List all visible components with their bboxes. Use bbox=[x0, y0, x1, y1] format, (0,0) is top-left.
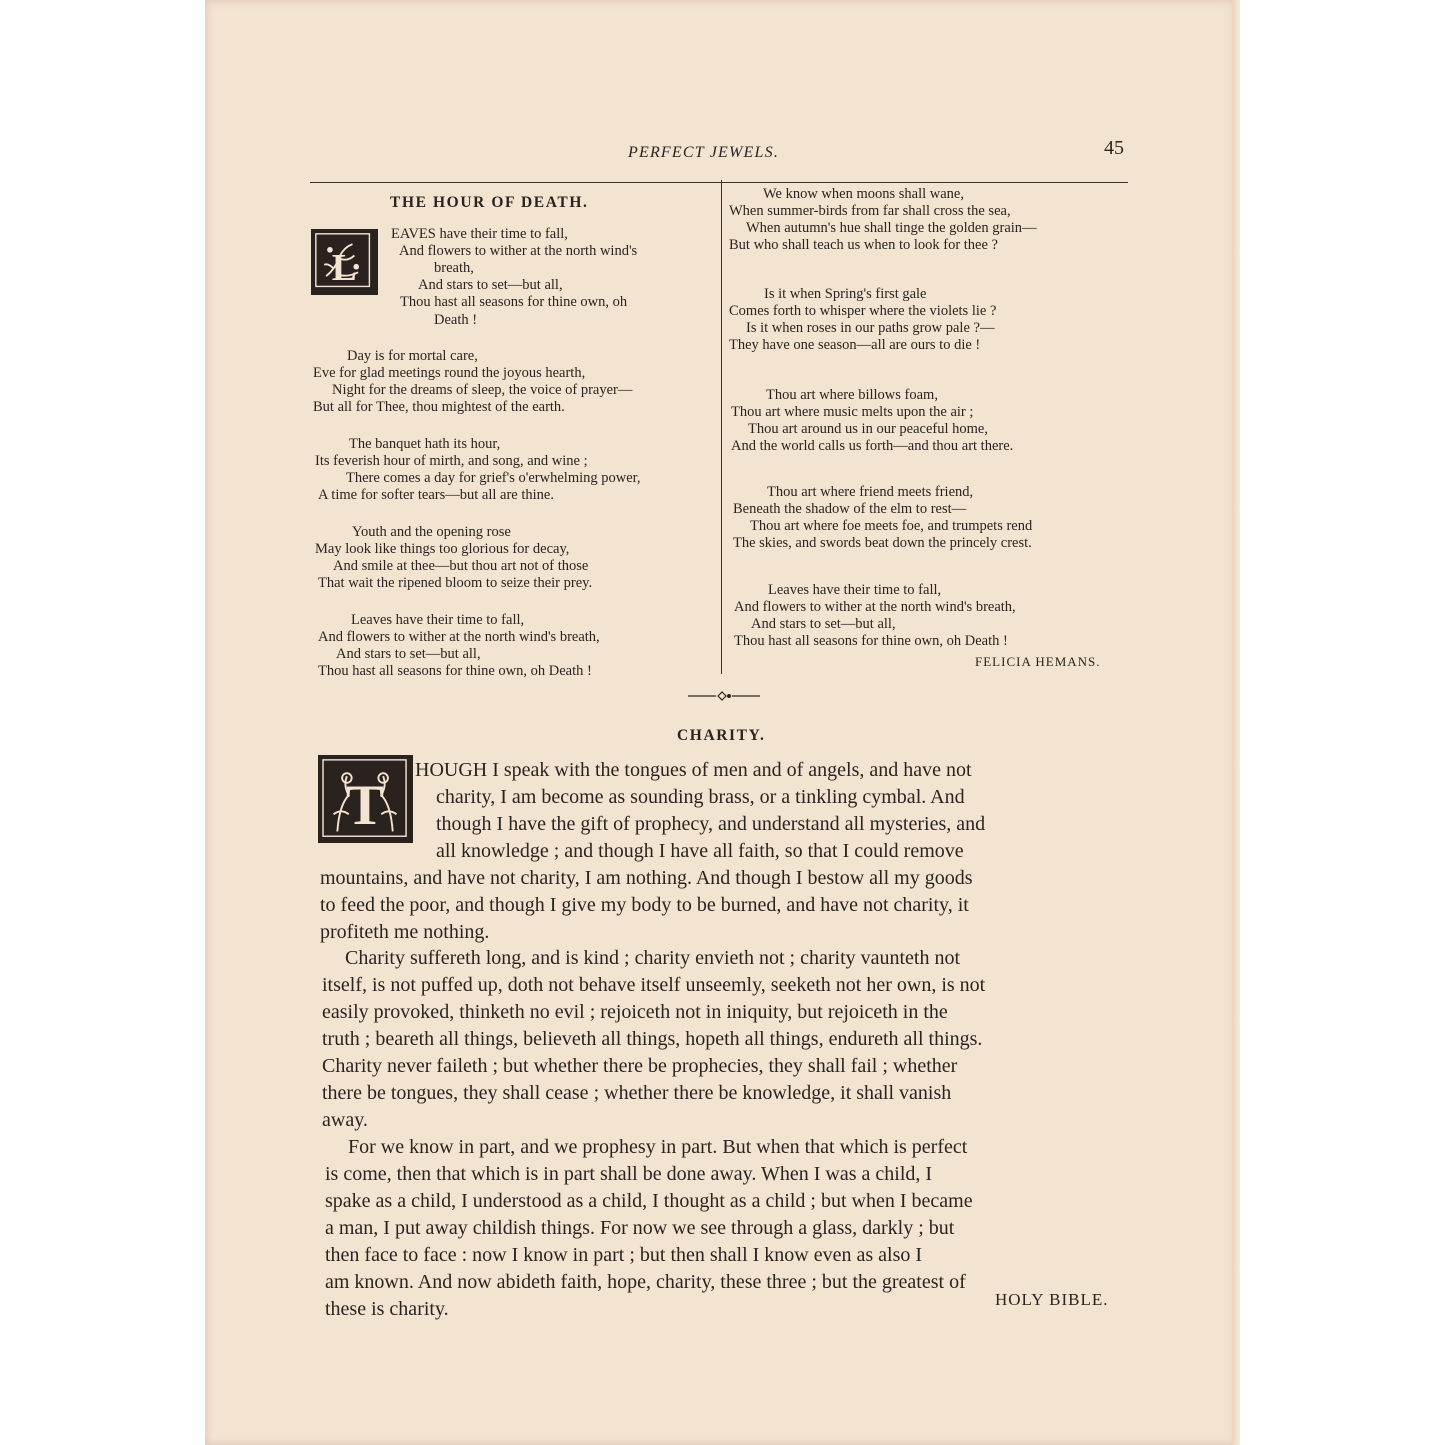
poem-title: THE HOUR OF DEATH. bbox=[390, 194, 589, 211]
charity-line: spake as a child, I understood as a child, I thought as a child ; but when I became bbox=[325, 1190, 973, 1212]
charity-line: am known. And now abideth faith, hope, charity, these three ; but the greatest of bbox=[325, 1271, 966, 1293]
floral-initial-icon bbox=[320, 757, 411, 841]
poem-line: Thou art around us in our peaceful home, bbox=[748, 421, 988, 437]
poem-line: The skies, and swords beat down the princely crest. bbox=[733, 535, 1032, 551]
charity-line: these is charity. bbox=[325, 1298, 449, 1320]
charity-line: profiteth me nothing. bbox=[320, 921, 490, 943]
section-divider-ornament-icon bbox=[688, 689, 760, 703]
drop-cap-t-ornament bbox=[318, 755, 413, 843]
charity-attribution: HOLY BIBLE. bbox=[995, 1290, 1109, 1309]
drop-cap-letter: T bbox=[345, 773, 385, 837]
poem-line: Thou art where foe meets foe, and trumpets rend bbox=[750, 518, 1033, 534]
poem-line: Youth and the opening rose bbox=[352, 524, 511, 540]
poem-line: When autumn's hue shall tinge the golden grain— bbox=[746, 220, 1037, 236]
poem-line: Night for the dreams of sleep, the voice of prayer— bbox=[332, 382, 633, 398]
charity-line: away. bbox=[322, 1109, 368, 1131]
poem-line: Thou art where friend meets friend, bbox=[767, 484, 974, 500]
poem-line: Death ! bbox=[434, 312, 478, 328]
running-head: PERFECT JEWELS. bbox=[628, 144, 780, 161]
poem-line: Is it when Spring's first gale bbox=[764, 286, 927, 302]
poem-line: Thou art where billows foam, bbox=[766, 387, 938, 403]
poem-line: breath, bbox=[434, 260, 474, 276]
charity-line: HOUGH I speak with the tongues of men and of angels, and have not bbox=[415, 759, 972, 781]
charity-line: then face to face : now I know in part ; but then shall I know even as also I bbox=[325, 1244, 923, 1266]
poem-line: A time for softer tears—but all are thine. bbox=[318, 487, 554, 503]
charity-line: truth ; beareth all things, believeth all things, hopeth all things, endureth all things. bbox=[322, 1028, 983, 1050]
poem-line: But all for Thee, thou mightest of the earth. bbox=[313, 399, 565, 415]
poem-attribution: FELICIA HEMANS. bbox=[975, 654, 1101, 669]
poem-line: The banquet hath its hour, bbox=[349, 436, 501, 452]
charity-title: CHARITY. bbox=[677, 727, 766, 744]
page-edge bbox=[1232, 0, 1240, 1445]
floral-initial-icon bbox=[313, 231, 376, 293]
charity-line: Charity never faileth ; but whether there be prophecies, they shall fail ; whether bbox=[322, 1055, 958, 1077]
poem-line: And flowers to wither at the north wind's breath, bbox=[318, 629, 600, 645]
charity-line: easily provoked, thinketh no evil ; rejoiceth not in iniquity, but rejoiceth in the bbox=[322, 1001, 948, 1023]
poem-line: May look like things too glorious for decay, bbox=[315, 541, 570, 557]
charity-line: For we know in part, and we prophesy in part. But when that which is perfect bbox=[348, 1136, 968, 1158]
poem-line: EAVES have their time to fall, bbox=[391, 226, 568, 242]
drop-cap-l-ornament bbox=[311, 229, 378, 295]
poem-line: Thou hast all seasons for thine own, oh bbox=[400, 294, 628, 310]
poem-line: Eve for glad meetings round the joyous hearth, bbox=[313, 365, 586, 381]
charity-line: mountains, and have not charity, I am nothing. And though I bestow all my goods bbox=[320, 867, 973, 889]
poem-line: Its feverish hour of mirth, and song, and wine ; bbox=[315, 453, 588, 469]
poem-line: And smile at thee—but thou art not of those bbox=[333, 558, 589, 574]
header-rule bbox=[310, 182, 1128, 183]
poem-line: Day is for mortal care, bbox=[347, 348, 478, 364]
poem-line: And flowers to wither at the north wind's bbox=[399, 243, 638, 259]
poem-line: Is it when roses in our paths grow pale ?— bbox=[746, 320, 995, 336]
poem-line: Thou hast all seasons for thine own, oh Death ! bbox=[734, 633, 1008, 649]
poem-line: Thou art where music melts upon the air ; bbox=[731, 404, 974, 420]
page-number: 45 bbox=[1104, 137, 1124, 159]
poem-line: When summer-birds from far shall cross the sea, bbox=[729, 203, 1011, 219]
charity-line: to feed the poor, and though I give my body to be burned, and have not charity, it bbox=[320, 894, 969, 916]
charity-line: Charity suffereth long, and is kind ; charity envieth not ; charity vaunteth not bbox=[345, 947, 961, 969]
column-divider bbox=[721, 180, 722, 674]
poem-line: And stars to set—but all, bbox=[751, 616, 896, 632]
poem-line: Thou hast all seasons for thine own, oh Death ! bbox=[318, 663, 592, 679]
charity-line: itself, is not puffed up, doth not behave itself unseemly, seeketh not her own, is not bbox=[322, 974, 986, 996]
poem-line: And stars to set—but all, bbox=[418, 277, 563, 293]
poem-line: And stars to set—but all, bbox=[336, 646, 481, 662]
charity-line: all knowledge ; and though I have all faith, so that I could remove bbox=[436, 840, 964, 862]
charity-line: charity, I am become as sounding brass, or a tinkling cymbal. And bbox=[436, 786, 965, 808]
poem-line: Comes forth to whisper where the violets lie ? bbox=[729, 303, 997, 319]
poem-line: And the world calls us forth—and thou art there. bbox=[731, 438, 1014, 454]
poem-line: But who shall teach us when to look for thee ? bbox=[729, 237, 998, 253]
poem-line: They have one season—all are ours to die ! bbox=[729, 337, 981, 353]
drop-cap-letter: L bbox=[331, 247, 357, 289]
charity-line: is come, then that which is in part shall be done away. When I was a child, I bbox=[325, 1163, 933, 1185]
poem-line: Beneath the shadow of the elm to rest— bbox=[733, 501, 967, 517]
poem-line: We know when moons shall wane, bbox=[763, 186, 964, 202]
poem-line: That wait the ripened bloom to seize their prey. bbox=[318, 575, 593, 591]
charity-line: there be tongues, they shall cease ; whether there be knowledge, it shall vanish bbox=[322, 1082, 952, 1104]
poem-line: There comes a day for grief's o'erwhelming power, bbox=[346, 470, 641, 486]
charity-line: though I have the gift of prophecy, and understand all mysteries, and bbox=[436, 813, 986, 835]
charity-line: a man, I put away childish things. For now we see through a glass, darkly ; but bbox=[325, 1217, 955, 1239]
poem-line: And flowers to wither at the north wind's breath, bbox=[734, 599, 1016, 615]
poem-line: Leaves have their time to fall, bbox=[351, 612, 525, 628]
poem-line: Leaves have their time to fall, bbox=[768, 582, 942, 598]
